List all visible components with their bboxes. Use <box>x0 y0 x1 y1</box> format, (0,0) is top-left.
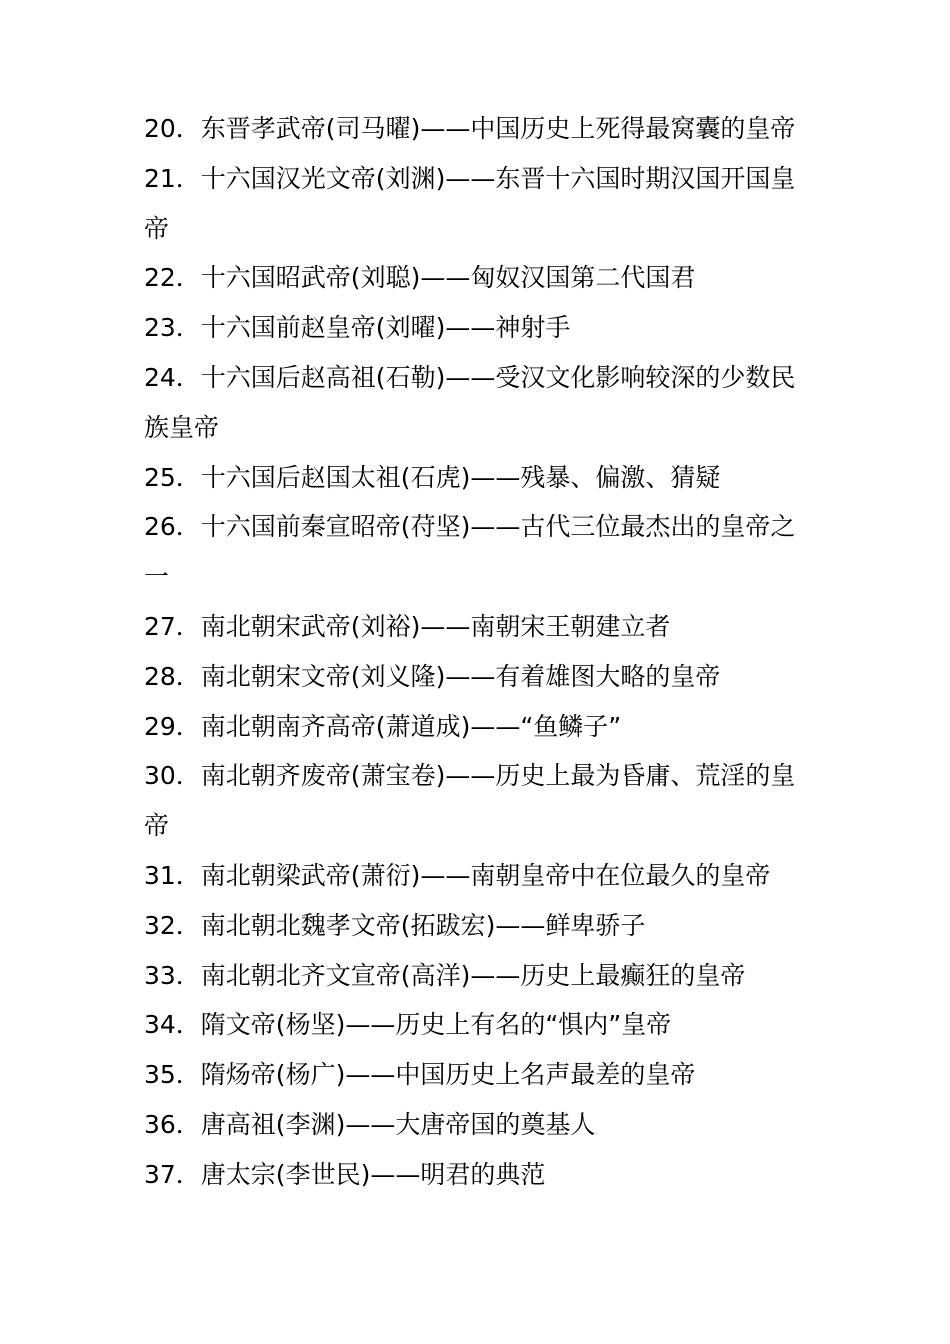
list-line: 22．十六国昭武帝(刘聪)——匈奴汉国第二代国君 <box>144 263 696 293</box>
list-line: 34．隋文帝(杨坚)——历史上有名的“惧内”皇帝 <box>144 1010 672 1040</box>
emperor-list <box>144 104 809 1200</box>
list-line: 24．十六国后赵高祖(石勒)——受汉文化影响较深的少数民 <box>144 362 796 392</box>
list-line: 26．十六国前秦宣昭帝(苻坚)——古代三位最杰出的皇帝之 <box>144 512 796 542</box>
list-line: 帝 <box>144 811 170 841</box>
list-line: 27．南北朝宋武帝(刘裕)——南朝宋王朝建立者 <box>144 611 671 641</box>
list-line: 族皇帝 <box>144 412 220 442</box>
list-line: 32．南北朝北魏孝文帝(拓跋宏)——鲜卑骄子 <box>144 910 646 940</box>
list-line: 帝 <box>144 213 170 243</box>
list-line: 36．唐高祖(李渊)——大唐帝国的奠基人 <box>144 1109 596 1139</box>
list-line: 30．南北朝齐废帝(萧宝卷)——历史上最为昏庸、荒淫的皇 <box>144 761 796 791</box>
list-line: 37．唐太宗(李世民)——明君的典范 <box>144 1159 546 1189</box>
list-line: 25．十六国后赵国太祖(石虎)——残暴、偏激、猜疑 <box>144 462 721 492</box>
list-line: 21．十六国汉光文帝(刘渊)——东晋十六国时期汉国开国皇 <box>144 163 796 193</box>
list-line: 35．隋炀帝(杨广)——中国历史上名声最差的皇帝 <box>144 1060 696 1090</box>
list-line: 20．东晋孝武帝(司马曜)——中国历史上死得最窝囊的皇帝 <box>144 114 796 143</box>
list-line: 31．南北朝梁武帝(萧衍)——南朝皇帝中在位最久的皇帝 <box>144 860 771 890</box>
list-line: 33．南北朝北齐文宣帝(高洋)——历史上最癫狂的皇帝 <box>144 960 746 990</box>
list-line: 28．南北朝宋文帝(刘义隆)——有着雄图大略的皇帝 <box>144 661 721 691</box>
list-line: 29．南北朝南齐高帝(萧道成)——“鱼鳞子” <box>144 711 622 741</box>
list-line: 23．十六国前赵皇帝(刘曜)——神射手 <box>144 313 571 343</box>
list-line: 一 <box>144 562 170 592</box>
